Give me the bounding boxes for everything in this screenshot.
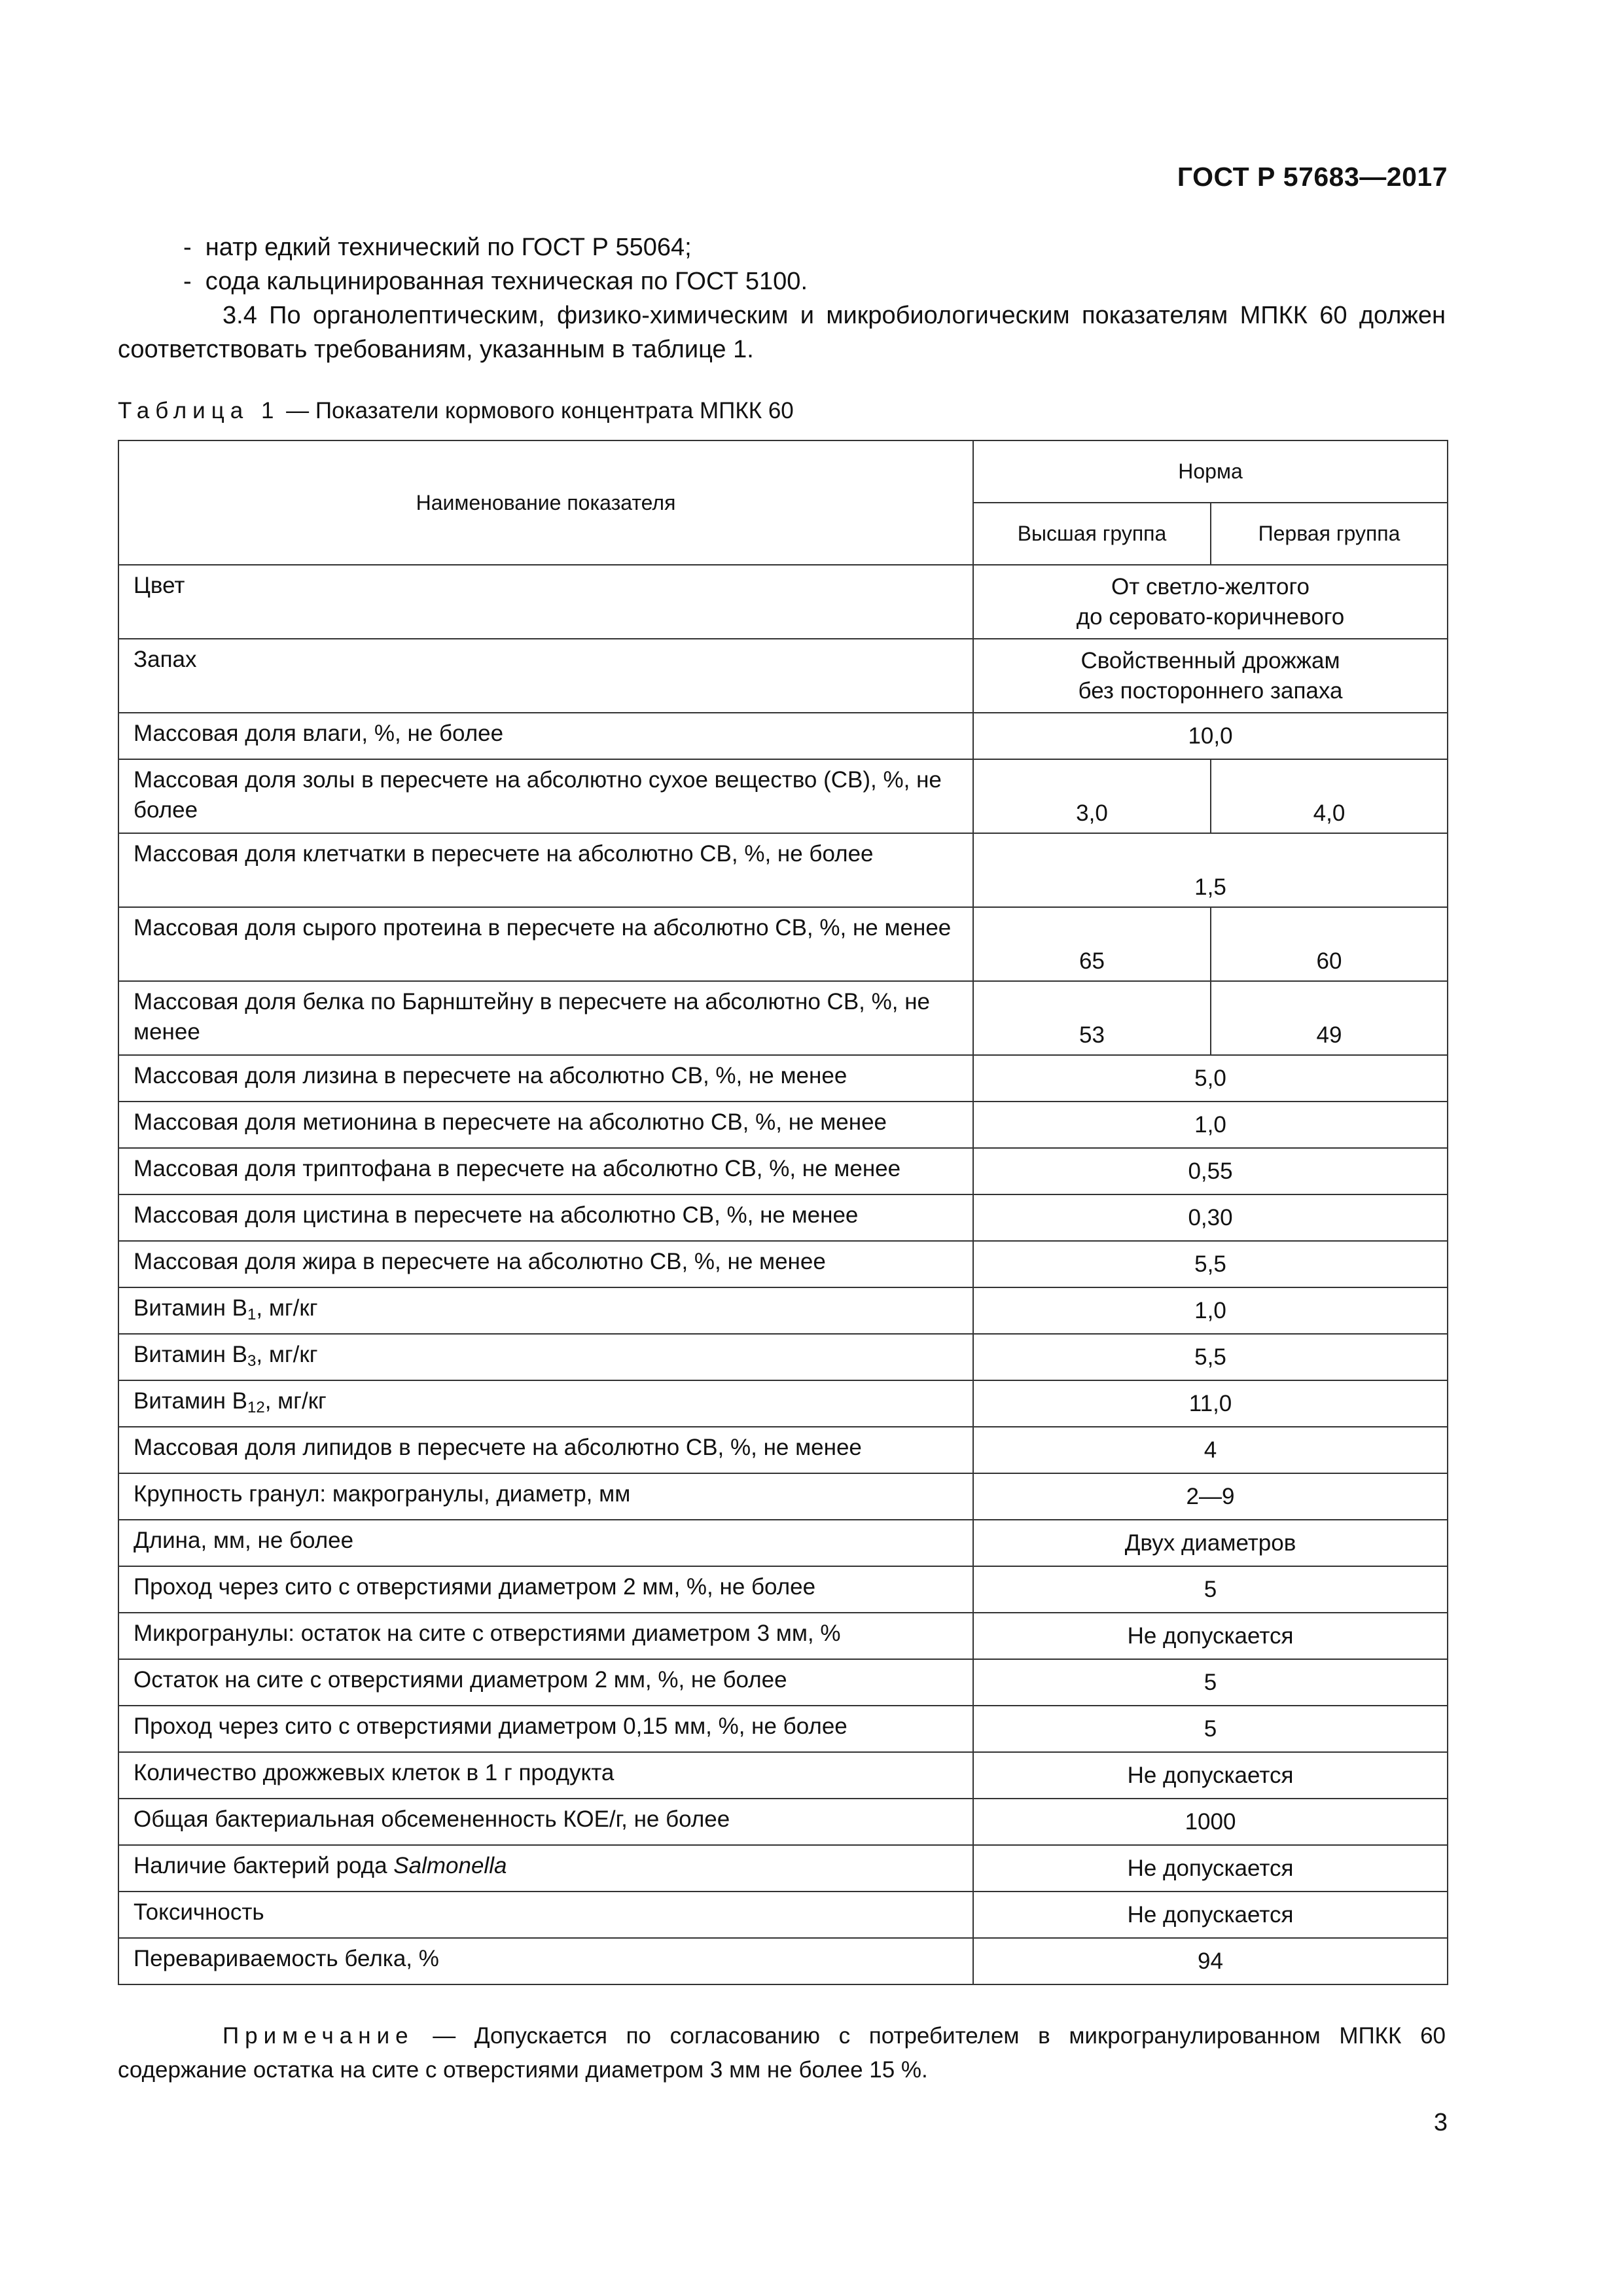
indicator-name-cell: Общая бактериальная обсемененность КОЕ/г, не более: [118, 1799, 973, 1845]
norm-value-cell: От светло-желтого до серовато-коричневого: [973, 565, 1448, 639]
norm-value-cell: 0,30: [973, 1194, 1448, 1241]
norm-value-cell: Двух диаметров: [973, 1520, 1448, 1566]
indicator-name-cell: Массовая доля клетчатки в пересчете на абсолютно СВ, %, не более: [118, 833, 973, 907]
norm-value-cell: 1,5: [973, 833, 1448, 907]
indicator-name-cell: Массовая доля влаги, %, не более: [118, 713, 973, 759]
table-row: [118, 1334, 1448, 1380]
norm-value-cell: Не допускается: [973, 1892, 1448, 1938]
document-code: ГОСТ Р 57683—2017: [1177, 162, 1448, 192]
indicator-name-cell: Перевариваемость белка, %: [118, 1938, 973, 1984]
table-row: [118, 833, 1448, 907]
table-row: [118, 1706, 1448, 1752]
table-row: [118, 713, 1448, 759]
header-first-group: Первая группа: [1211, 503, 1448, 565]
norm-value-cell: Не допускается: [973, 1752, 1448, 1799]
table-caption-label: Таблица 1: [118, 398, 280, 423]
norm-value-cell: 0,55: [973, 1148, 1448, 1194]
indicator-name-cell: Массовая доля золы в пересчете на абсолютно сухое вещество (СВ), %, не более: [118, 759, 973, 833]
norm-value-cell: 2—9: [973, 1473, 1448, 1520]
norm-value-cell: Не допускается: [973, 1613, 1448, 1659]
indicator-name-cell: Витамин $B_1$, мг/кг: [118, 1287, 973, 1334]
table-row: [118, 907, 1448, 981]
list-item: - сода кальцинированная техническая по ГОСТ 5100.: [183, 268, 808, 295]
norm-value-cell: 1,0: [973, 1102, 1448, 1148]
indicator-name-cell: Токсичность: [118, 1892, 973, 1938]
indicator-name-cell: Остаток на сите с отверстиями диаметром 2 мм, %, не более: [118, 1659, 973, 1706]
norm-value-cell: 5: [973, 1566, 1448, 1613]
norm-value-cell: 5: [973, 1706, 1448, 1752]
norm-value-cell: 94: [973, 1938, 1448, 1984]
indicator-name-cell: Крупность гранул: макрогранулы, диаметр, мм: [118, 1473, 973, 1520]
paragraph-3-4: 3.4 По органолептическим, физико-химическим и микробиологическим показателям МПКК 60 должен соответствовать требованиям, указанным в таблице 1.: [118, 302, 1446, 363]
indicator-name-cell: Массовая доля сырого протеина в пересчете на абсолютно СВ, %, не менее: [118, 907, 973, 981]
indicator-name-cell: Запах: [118, 639, 973, 713]
table-row: [118, 565, 1448, 639]
indicator-name-cell: Витамин $B_3$, мг/кг: [118, 1334, 973, 1380]
indicator-name-cell: Количество дрожжевых клеток в 1 г продукта: [118, 1752, 973, 1799]
table-row: [118, 1287, 1448, 1334]
table-row: [118, 1892, 1448, 1938]
norm-value-cell: 4,0: [1211, 759, 1448, 833]
table-row: [118, 1566, 1448, 1613]
norm-value-cell: 11,0: [973, 1380, 1448, 1427]
indicator-name-cell: Массовая доля липидов в пересчете на абсолютно СВ, %, не менее: [118, 1427, 973, 1473]
table-row: [118, 1473, 1448, 1520]
table-row: [118, 1427, 1448, 1473]
indicator-name-cell: Массовая доля белка по Барнштейну в пересчете на абсолютно СВ, %, не менее: [118, 981, 973, 1055]
list-item: - натр едкий технический по ГОСТ Р 55064;: [183, 234, 692, 261]
norm-value-cell: Свойственный дрожжам без постороннего запаха: [973, 639, 1448, 713]
norm-value-cell: 49: [1211, 981, 1448, 1055]
spec-table: [118, 440, 1448, 1985]
table-row: [118, 1938, 1448, 1984]
table-row: [118, 1659, 1448, 1706]
norm-value-cell: 5,5: [973, 1334, 1448, 1380]
norm-value-cell: 1,0: [973, 1287, 1448, 1334]
norm-value-cell: 10,0: [973, 713, 1448, 759]
indicator-name-cell: Витамин $B_{12}$, мг/кг: [118, 1380, 973, 1427]
page-number: 3: [1433, 2109, 1448, 2136]
norm-value-cell: 5,0: [973, 1055, 1448, 1102]
table-row: [118, 1102, 1448, 1148]
norm-value-cell: 5,5: [973, 1241, 1448, 1287]
indicator-name-cell: Микрогранулы: остаток на сите с отверстиями диаметром 3 мм, %: [118, 1613, 973, 1659]
indicator-name-cell: Проход через сито с отверстиями диаметром 2 мм, %, не более: [118, 1566, 973, 1613]
indicator-name-cell: Наличие бактерий рода Salmonella: [118, 1845, 973, 1892]
table-caption-title: — Показатели кормового концентрата МПКК 60: [286, 398, 794, 423]
table-note: [118, 2019, 1446, 2087]
note-text: — Допускается по согласованию с потребителем в микрогранулированном МПКК 60 содержание остатка на сите с отверстиями диаметром 3 мм не более 15 %.: [118, 2023, 1446, 2083]
norm-value-cell: 4: [973, 1427, 1448, 1473]
norm-value-cell: 3,0: [973, 759, 1211, 833]
table-row: [118, 639, 1448, 713]
table-caption: [118, 398, 794, 424]
indicator-name-cell: Цвет: [118, 565, 973, 639]
table-row: [118, 1241, 1448, 1287]
indicator-name-cell: Массовая доля лизина в пересчете на абсолютно СВ, %, не менее: [118, 1055, 973, 1102]
table-row: [118, 1520, 1448, 1566]
norm-value-cell: 65: [973, 907, 1211, 981]
table-row: [118, 1380, 1448, 1427]
indicator-name-cell: Массовая доля триптофана в пересчете на абсолютно СВ, %, не менее: [118, 1148, 973, 1194]
norm-value-cell: 5: [973, 1659, 1448, 1706]
table-row: [118, 1613, 1448, 1659]
indicator-name-cell: Длина, мм, не более: [118, 1520, 973, 1566]
norm-value-cell: Не допускается: [973, 1845, 1448, 1892]
norm-value-cell: 53: [973, 981, 1211, 1055]
table-row: [118, 1799, 1448, 1845]
table-row: [118, 759, 1448, 833]
indicator-name-cell: Массовая доля цистина в пересчете на абсолютно СВ, %, не менее: [118, 1194, 973, 1241]
table-row: [118, 1845, 1448, 1892]
table-header-row: [118, 440, 1448, 503]
indicator-name-cell: Массовая доля метионина в пересчете на абсолютно СВ, %, не менее: [118, 1102, 973, 1148]
table-row: [118, 981, 1448, 1055]
table-row: [118, 1055, 1448, 1102]
indicator-name-cell: Массовая доля жира в пересчете на абсолютно СВ, %, не менее: [118, 1241, 973, 1287]
intro-text: [118, 230, 1446, 367]
header-higher-group: Высшая группа: [973, 503, 1211, 565]
header-name: Наименование показателя: [118, 440, 973, 565]
table-row: [118, 1752, 1448, 1799]
note-label: Примечание: [223, 2023, 414, 2049]
indicator-name-cell: Проход через сито с отверстиями диаметром 0,15 мм, %, не более: [118, 1706, 973, 1752]
norm-value-cell: 60: [1211, 907, 1448, 981]
norm-value-cell: 1000: [973, 1799, 1448, 1845]
table-row: [118, 1148, 1448, 1194]
header-norm: Норма: [973, 440, 1448, 503]
table-row: [118, 1194, 1448, 1241]
